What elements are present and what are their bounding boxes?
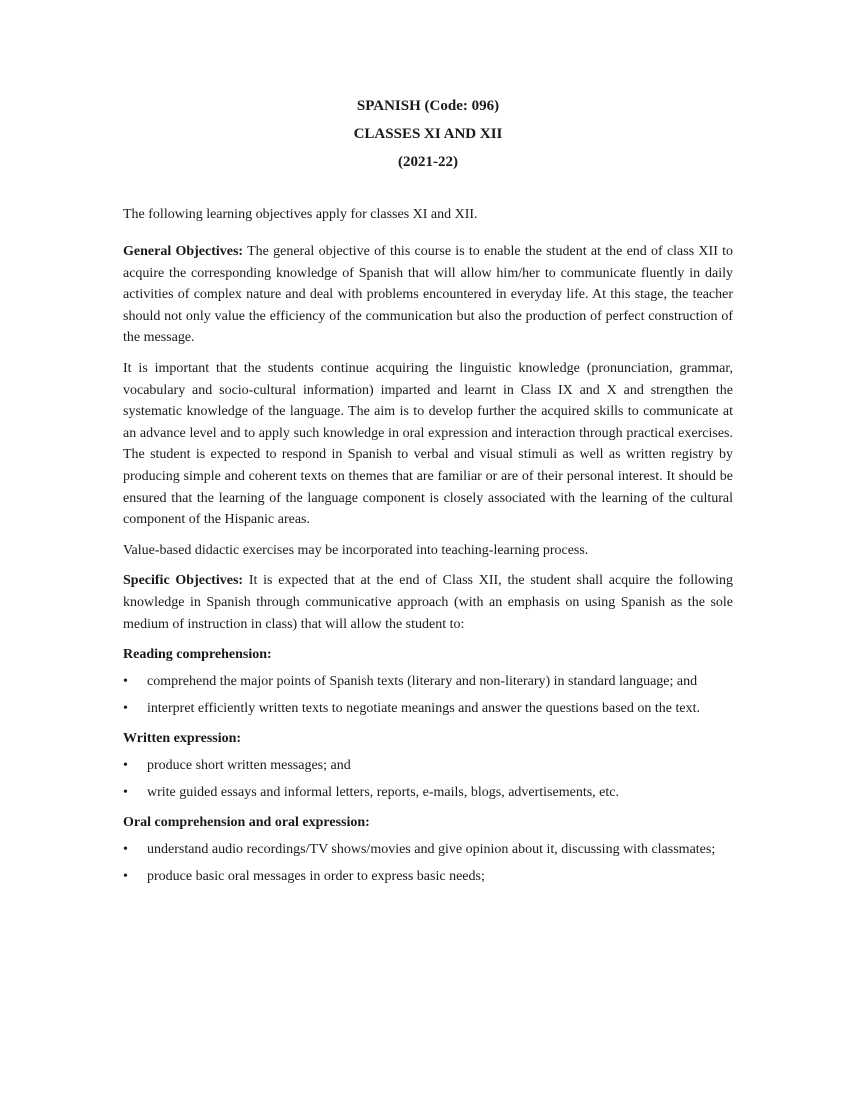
value-based-paragraph: Value-based didactic exercises may be incorporated into teaching-learning process. <box>123 542 589 558</box>
list-item-text: produce basic oral messages in order to express basic needs; <box>147 869 485 885</box>
classes-title: CLASSES XI AND XII <box>353 126 503 142</box>
list-item <box>123 866 733 887</box>
bullet-icon: • <box>123 785 128 801</box>
list-item <box>123 671 733 692</box>
specific-objectives-paragraph <box>123 570 733 635</box>
bullet-list <box>123 671 733 719</box>
linguistic-knowledge-paragraph: It is important that the students continue acquiring the linguistic knowledge (pronunciation, grammar, vocabulary and socio-cultural information) imparted and learnt in Class IX and X and strengthen the systematic knowledge of the language. The aim is to develop further the acquired skills to communicate at an advance level and to apply such knowledge in oral expression and interaction through practical exercises. The student is expected to respond in Spanish to verbal and visual stimuli as well as written registry by producing simple and coherent texts on themes that are familiar or are of their personal interest. It should be ensured that the learning of the language component is closely associated with the learning of the cultural component of the Hispanic areas. <box>123 360 733 528</box>
document-page <box>123 92 733 887</box>
section-heading: Reading comprehension: <box>123 647 272 663</box>
section-heading: Oral comprehension and oral expression: <box>123 815 370 831</box>
section-oral <box>123 812 733 887</box>
list-item-text: understand audio recordings/TV shows/movies and give opinion about it, discussing with classmates; <box>147 842 716 858</box>
session-year: (2021-22) <box>398 154 458 170</box>
list-item-text: comprehend the major points of Spanish texts (literary and non-literary) in standard language; and <box>147 674 698 690</box>
list-item <box>123 782 733 803</box>
subject-title: SPANISH (Code: 096) <box>356 98 500 114</box>
specific-objectives-label: Specific Objectives: <box>123 573 244 589</box>
list-item <box>123 839 733 860</box>
bullet-icon: • <box>123 758 128 774</box>
list-item-text: produce short written messages; and <box>147 758 351 774</box>
list-item <box>123 755 733 776</box>
bullet-list <box>123 839 733 887</box>
list-item-text: interpret efficiently written texts to negotiate meanings and answer the questions based on the text. <box>147 701 700 717</box>
section-written <box>123 728 733 803</box>
list-item-text: write guided essays and informal letters, reports, e-mails, blogs, advertisements, etc. <box>147 785 619 801</box>
list-item <box>123 698 733 719</box>
section-reading <box>123 644 733 719</box>
intro-text: The following learning objectives apply for classes XI and XII. <box>123 207 478 222</box>
specific-objectives-text: It is expected that at the end of Class XII, the student shall acquire the following knowledge in Spanish through communicative approach (with an emphasis on using Spanish as the sole medium of instruction in class) that will allow the student to: <box>123 573 733 632</box>
bullet-icon: • <box>123 842 128 858</box>
bullet-icon: • <box>123 701 128 717</box>
general-objectives-label: General Objectives: <box>123 244 244 259</box>
bullet-list <box>123 755 733 803</box>
section-heading: Written expression: <box>123 731 242 747</box>
general-objectives-text: The general objective of this course is to enable the student at the end of class XII to acquire the corresponding knowledge of Spanish that will allow him/her to communicate fluently in daily activities of complex nature and deal with problems encountered in everyday life. At this stage, the teacher should not only value the efficiency of the communication but also the production of perfect construction of the message. <box>123 244 733 346</box>
bullet-icon: • <box>123 869 128 885</box>
general-objectives-paragraph <box>123 241 733 349</box>
document-header <box>123 92 733 176</box>
bullet-icon: • <box>123 674 128 690</box>
